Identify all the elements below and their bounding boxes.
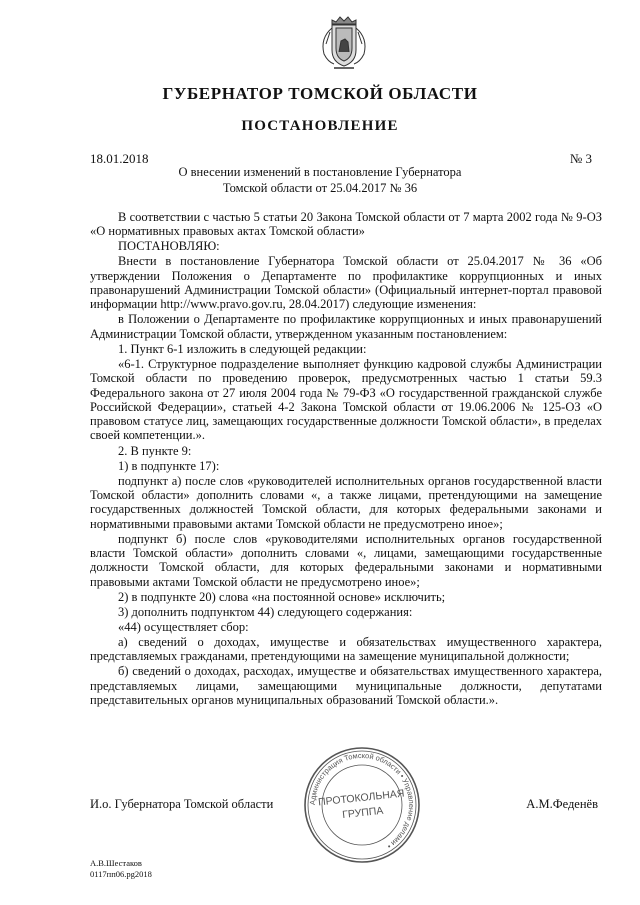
author-name: А.В.Шестаков bbox=[90, 858, 142, 868]
document-date: 18.01.2018 bbox=[90, 151, 149, 166]
document-heading: ГУБЕРНАТОР ТОМСКОЙ ОБЛАСТИ bbox=[162, 84, 478, 103]
paragraph: в Положении о Департаменте по профилактике коррупционных и иных правонарушений Администрации Томской области, утвержденном указанным постановлением: bbox=[90, 312, 602, 341]
paragraph: подпункт б) после слов «руководителями исполнительных органов государственной власти Томской области» дополнить словами «, лицами, замещающими государственные должности Томской области, для которых федеральными законами и нормативными правовыми актами Томской области не предусмотрено иное»; bbox=[90, 531, 602, 589]
paragraph: Внести в постановление Губернатора Томской области от 25.04.2017 № 36 «Об утверждении Положения о Департаменте по профилактике коррупционных и иных правонарушений Администрации Томской области» (Официальный интернет-портал правовой информации http://www.pravo.gov.ru, 28.04.2017) следующие изменения: bbox=[90, 254, 602, 312]
stamp-center-line: ПРОТОКОЛЬНАЯ bbox=[317, 787, 405, 809]
paragraph: 2. В пункте 9: bbox=[118, 443, 192, 458]
paragraph: «6-1. Структурное подразделение выполняет функцию кадровой службы Администрации Томской области по проведению проверок, предусмотренных частью 1 статьи 59.3 Федерального закона от 27 июля 2004 года № 79-ФЗ «О государственной гражданской службе Российской Федерации», статьей 4-2 Закона Томской области от 19.06.2006 № 125-ОЗ «О правовом статусе лиц, замещающих государственные должности Томской области», в пределах своей компетенции.». bbox=[90, 356, 602, 443]
subject-line: Томской области от 25.04.2017 № 36 bbox=[222, 181, 418, 195]
document-subject bbox=[150, 164, 490, 196]
paragraph: б) сведений о доходах, расходах, имуществе и обязательствах имущественного характера, представляемых лицами, замещающими муниципальные должности, депутатами представительных органов муниципальных образований Томской области.». bbox=[90, 664, 602, 707]
paragraph: 1. Пункт 6-1 изложить в следующей редакции: bbox=[118, 341, 367, 356]
paragraph: В соответствии с частью 5 статьи 20 Закона Томской области от 7 марта 2002 года № 9-ОЗ «О нормативных правовых актах Томской области» bbox=[90, 210, 602, 239]
document-body bbox=[90, 210, 602, 708]
paragraph: 2) в подпункте 20) слова «на постоянной основе» исключить; bbox=[118, 589, 446, 604]
document-footer bbox=[90, 858, 152, 880]
subject-line: О внесении изменений в постановление Губернатора bbox=[178, 165, 462, 179]
paragraph: 1) в подпункте 17): bbox=[118, 458, 220, 473]
paragraph: «44) осуществляет сбор: bbox=[118, 619, 249, 634]
stamp-center-line: ГРУППА bbox=[341, 804, 384, 822]
official-stamp bbox=[302, 745, 422, 865]
paragraph: ПОСТАНОВЛЯЮ: bbox=[118, 239, 220, 254]
document-type: ПОСТАНОВЛЕНИЕ bbox=[241, 118, 399, 134]
stamp-ring-text-path: Администрация Томской области • Управление делами • bbox=[307, 750, 417, 851]
signatory-name: А.М.Феденёв bbox=[526, 797, 598, 811]
document-number: № 3 bbox=[569, 151, 592, 166]
file-reference: 0117пп06.pg2018 bbox=[90, 869, 152, 879]
paragraph: подпункт а) после слов «руководителей исполнительных органов государственной власти Томской области» дополнить словами «, а также лицами, претендующими на замещение государственных должностей Томской области, для которых федеральными законами и нормативными правовыми актами Томской области не предусмотрено иное»; bbox=[90, 473, 602, 531]
paragraph: а) сведений о доходах, имуществе и обязательствах имущественного характера, представляемых гражданами, претендующими на замещение муниципальной должности; bbox=[90, 634, 602, 664]
tomsk-coat-of-arms-icon bbox=[312, 8, 376, 76]
signatory-position: И.о. Губернатора Томской области bbox=[90, 797, 274, 811]
paragraph: 3) дополнить подпунктом 44) следующего содержания: bbox=[118, 604, 413, 619]
